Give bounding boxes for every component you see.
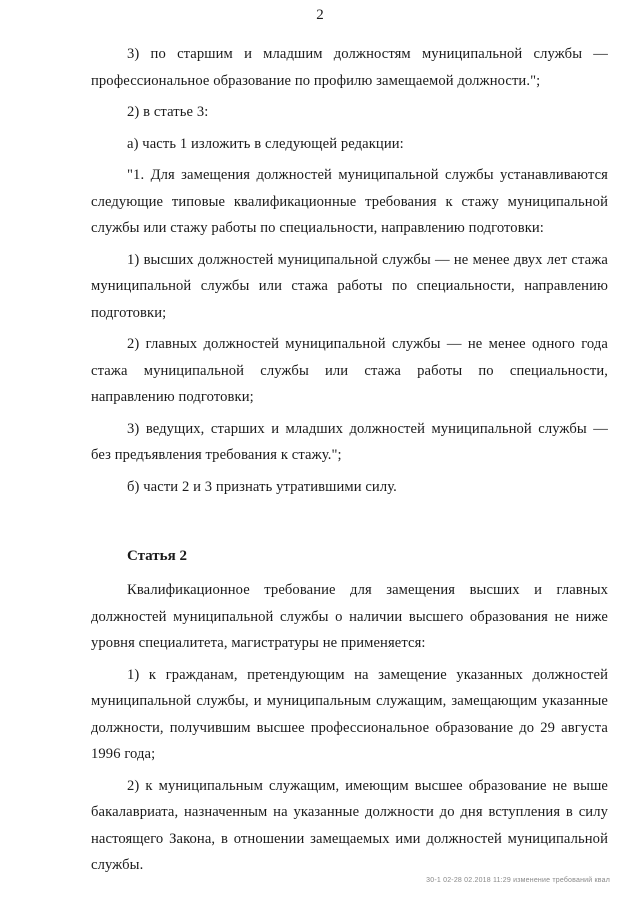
paragraph-main-positions: 2) главных должностей муниципальной службы — не менее одного года стажа муниципальной службы или стажа работы по специальности, направлению подготовки;: [91, 336, 608, 405]
paragraph-new-part-1: "1. Для замещения должностей муниципальной службы устанавливаются следующие типовые квалификационные требования к стажу муниципальной службы или стажу работы по специальности, направлению подготовки:: [91, 167, 608, 236]
paragraph-item-3-senior-junior: 3) по старшим и младшим должностям муниципальной службы — профессиональное образование по профилю замещаемой должности.";: [91, 46, 608, 89]
paragraph-article-2-item-2: 2) к муниципальным служащим, имеющим высшее образование не выше бакалавриата, назначенным на указанные должности до дня вступления в силу настоящего Закона, в отношении замещаемых ими должностей муниципальной службы.: [91, 777, 608, 873]
article-2-heading: Статья 2: [127, 548, 187, 564]
document-body: [91, 41, 608, 884]
page-number: 2: [316, 7, 324, 23]
paragraph-leading-positions: 3) ведущих, старших и младших должностей муниципальной службы — без предъявления требования к стажу.";: [91, 420, 608, 463]
paragraph-article-2-intro: Квалификационное требование для замещения высших и главных должностей муниципальной службы о наличии высшего образования не ниже уровня специалитета, магистратуры не применяется:: [91, 582, 608, 651]
paragraph-higher-positions: 1) высших должностей муниципальной службы — не менее двух лет стажа муниципальной службы или стажа работы по специальности, направлению подготовки;: [91, 251, 608, 321]
paragraph-part-a: а) часть 1 изложить в следующей редакции:: [127, 135, 404, 152]
footer-stamp: 30-1 02-28 02.2018 11:29 изменение требований квал: [426, 877, 610, 884]
paragraph-article-2-item-1: 1) к гражданам, претендующим на замещение указанных должностей муниципальной службы, и муниципальным служащим, замещающим указанные должности, получившим высшее профессиональное образование до 29 августа 1996 года;: [91, 666, 608, 762]
paragraph-article-3-intro: 2) в статье 3:: [127, 104, 209, 120]
paragraph-part-b: б) части 2 и 3 признать утратившими силу.: [127, 478, 397, 495]
